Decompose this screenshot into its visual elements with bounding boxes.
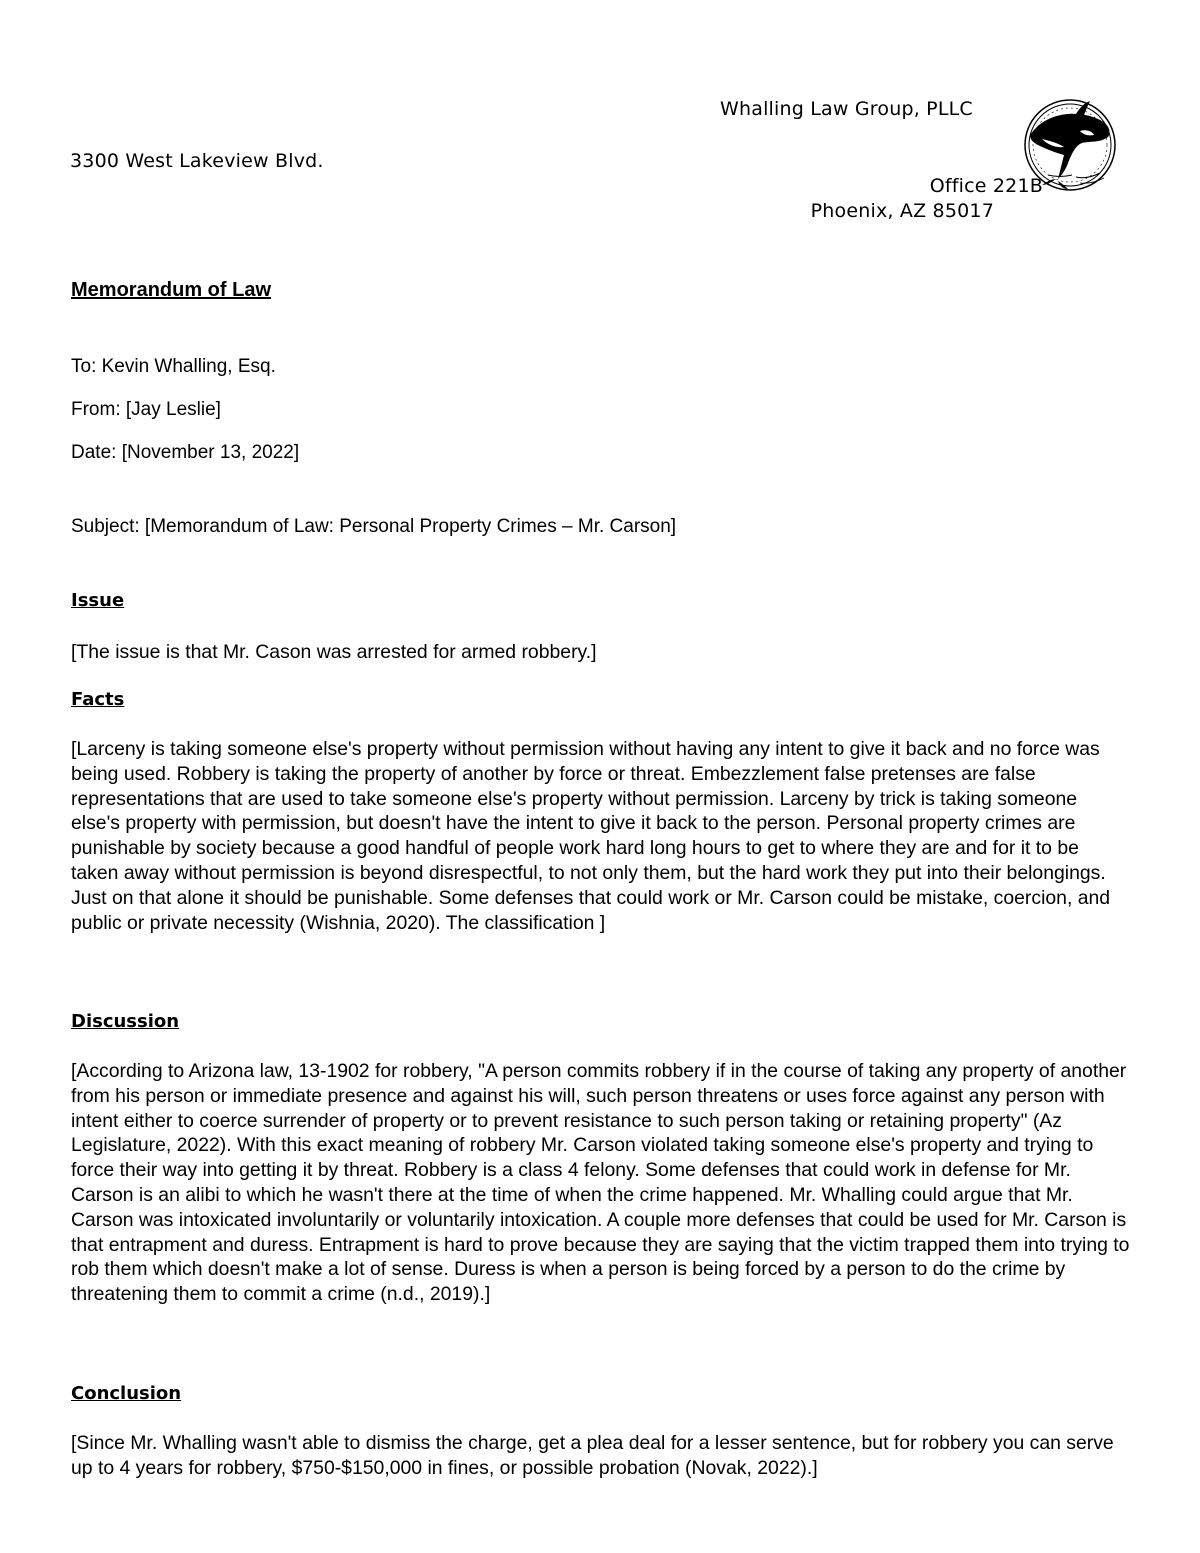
discussion-paragraph: [According to Arizona law, 13-1902 for robbery, "A person commits robbery if in the course of taking any property of another from his person or immediate presence and against his will, such person threatens or uses force against any person with intent either to coerce surrender of property or to prevent resistance to such person taking or retaining property" (Az Legislature, 2022). With this exact meaning of robbery Mr. Carson violated taking someone else's property and trying to force their way into getting it by threat. Robbery is a class 4 felony. Some defenses that could work in defense for Mr. Carson is an alibi to which he wasn't there at the time of when the crime happened. Mr. Whalling could argue that Mr. Carson was intoxicated involuntarily or voluntarily intoxication. A couple more defenses that could be used for Mr. Carson is that entrapment and duress. Entrapment is hard to prove because they are saying that the victim trapped them into trying to rob them which doesn't make a lot of sense. Duress is when a person is being forced by a person to do the crime by threatening them to commit a crime (n.d., 2019).]: [71, 1060, 1130, 1306]
facts-heading: Facts: [71, 689, 125, 710]
conclusion-paragraph: [Since Mr. Whalling wasn't able to dismiss the charge, get a plea deal for a lesser sentence, but for robbery you can serve up to 4 years for robbery, $750-$150,000 in fines, or possible probation (Novak, 2022).]: [71, 1432, 1114, 1479]
issue-heading: Issue: [71, 590, 125, 611]
firm-name: Whalling Law Group, PLLC: [720, 98, 973, 120]
street-address: 3300 West Lakeview Blvd.: [70, 150, 324, 172]
memo-title: Memorandum of Law: [71, 279, 272, 301]
facts-paragraph: [Larceny is taking someone else's property without permission without having any intent to give it back and no force was being used. Robbery is taking the property of another by force or threat. Embezzlement false pretenses are false representations that are used to take someone else's property without permission. Larceny by trick is taking someone else's property with permission, but doesn't have the intent to give it back to the person. Personal property crimes are punishable by society because a good handful of people work hard long hours to get to where they are and for it to be taken away without permission is beyond disrespectful, to not only them, but the hard work they put into their belongings. Just on that alone it should be punishable. Some defenses that could work or Mr. Carson could be mistake, coercion, and public or private necessity (Wishnia, 2020). The classification ]: [71, 738, 1111, 934]
memo-date: Date: [November 13, 2022]: [71, 442, 300, 463]
office-number: Office 221B: [929, 175, 1043, 197]
orca-seal-icon: [1020, 95, 1120, 195]
memo-subject: Subject: [Memorandum of Law: Personal Property Crimes – Mr. Carson]: [71, 516, 677, 537]
discussion-heading: Discussion: [71, 1011, 180, 1032]
conclusion-heading: Conclusion: [71, 1383, 182, 1404]
memo-from: From: [Jay Leslie]: [71, 399, 221, 420]
issue-paragraph: [The issue is that Mr. Cason was arrested for armed robbery.]: [71, 641, 597, 663]
city-state-zip: Phoenix, AZ 85017: [810, 200, 994, 222]
memo-to: To: Kevin Whalling, Esq.: [71, 356, 276, 377]
